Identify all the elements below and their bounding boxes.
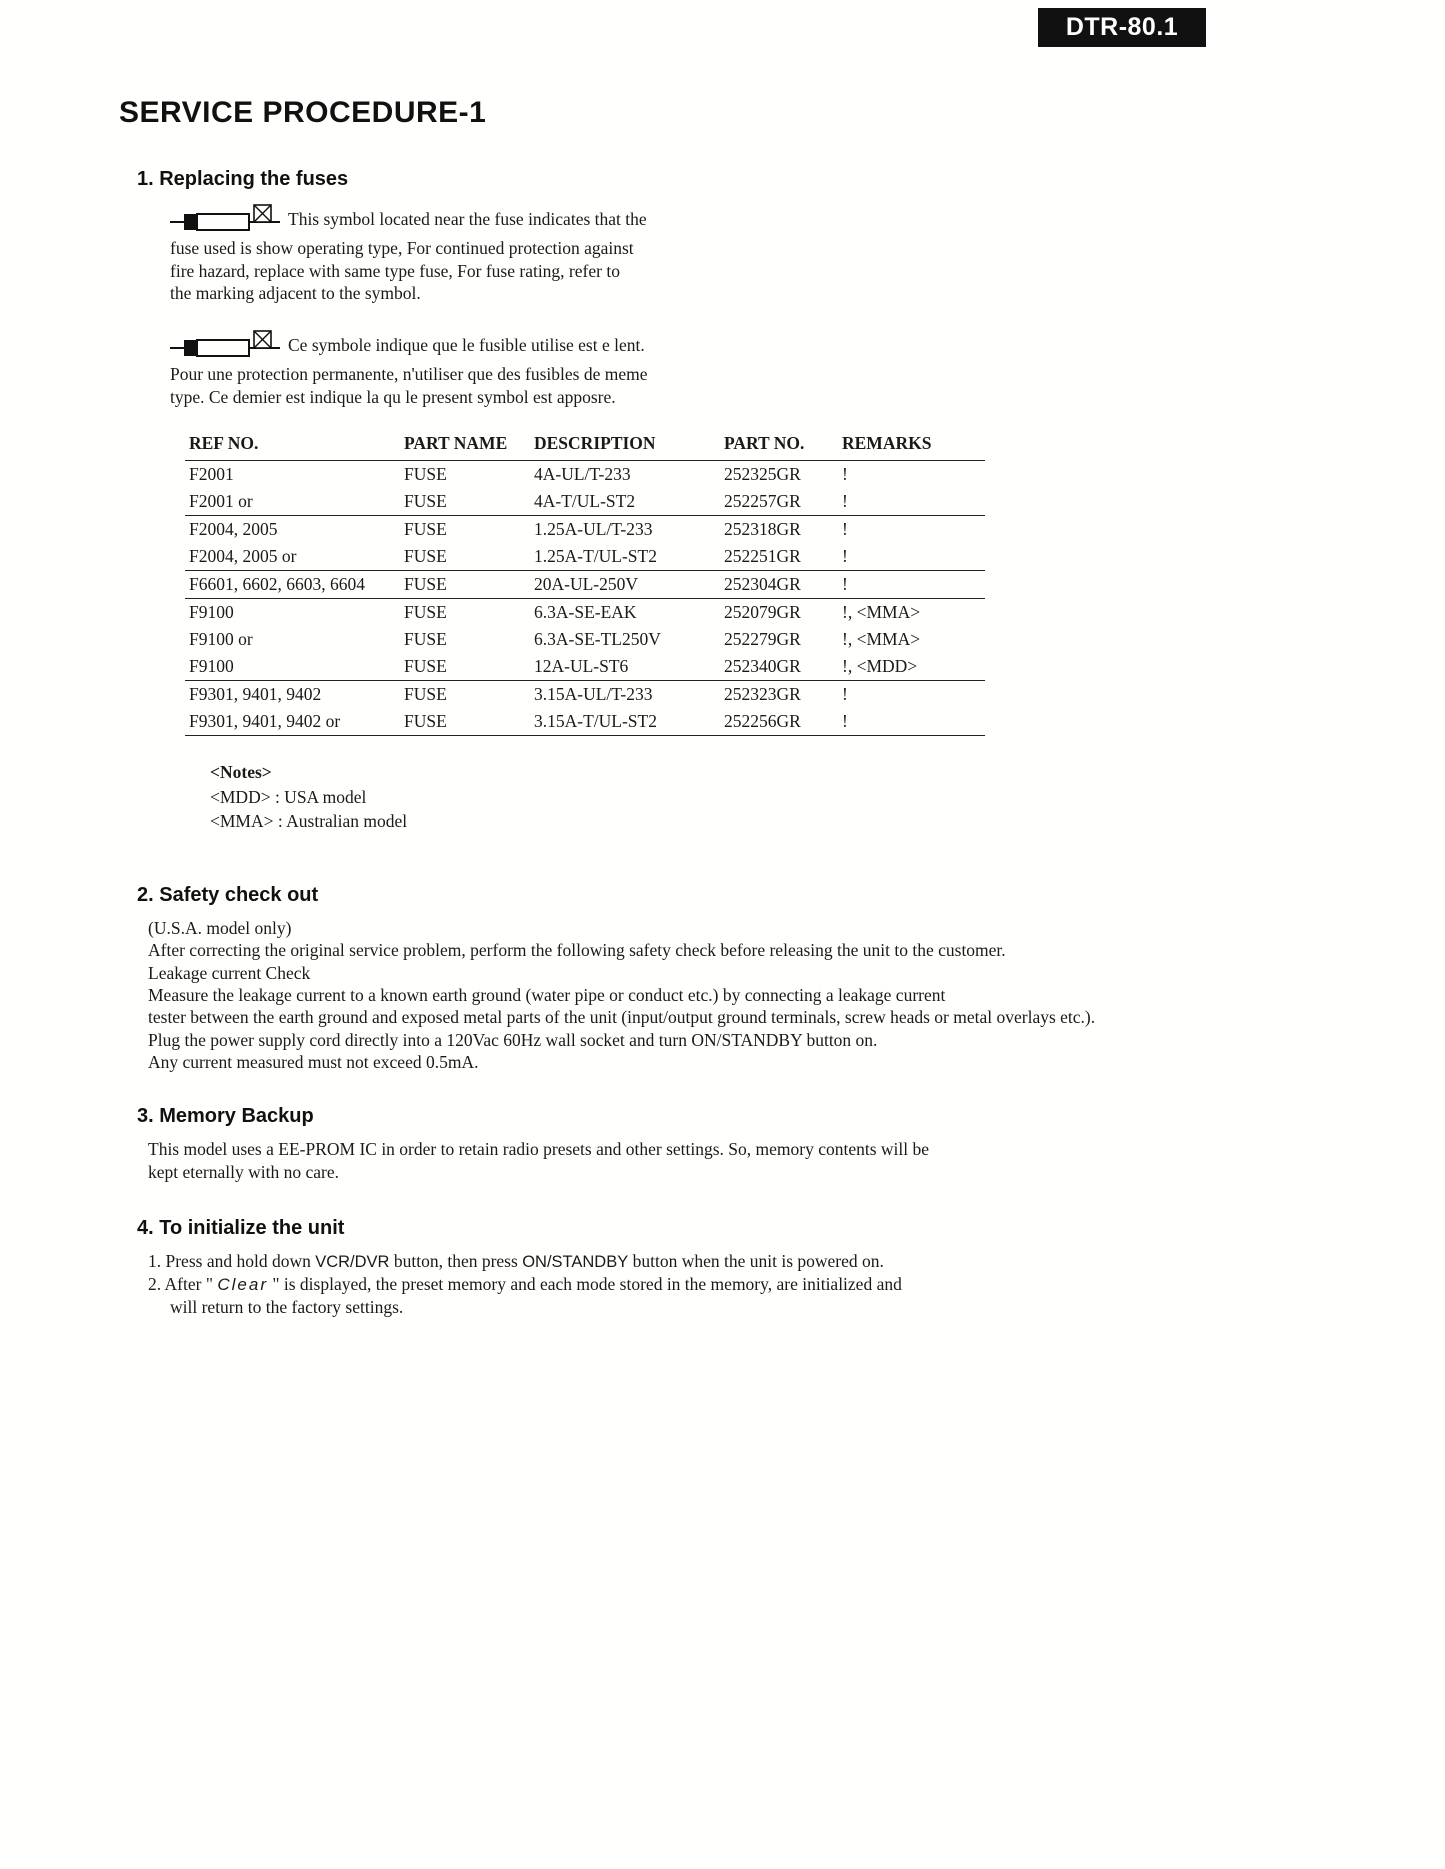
paragraph-line: fuse used is show operating type, For continued protection against (170, 237, 634, 258)
cell-desc: 20A-UL-250V (530, 571, 720, 599)
cell-part: 252304GR (720, 571, 838, 599)
cell-desc: 1.25A-T/UL-ST2 (530, 543, 720, 571)
cell-remarks: ! (842, 519, 848, 540)
note-line: <MMA> : Australian model (210, 811, 408, 832)
column-header-part-no: PART NO. (720, 430, 838, 461)
cell-name: FUSE (404, 464, 447, 485)
section2-heading: 2. Safety check out (137, 883, 319, 906)
section-safety-check-out (137, 884, 1317, 1074)
section3-heading: 3. Memory Backup (137, 1105, 314, 1128)
cell-part: 252325GR (724, 464, 801, 485)
body-line: After correcting the original service problem, perform the following safety check before releasing the unit to the customer. (148, 940, 1006, 961)
body-line: Plug the power supply cord directly into a 120Vac 60Hz wall socket and turn ON/STANDBY button on. (148, 1029, 878, 1050)
body-line: kept eternally with no care. (148, 1161, 339, 1182)
init-step-1 (148, 1250, 1317, 1273)
display-text-clear: Clear (217, 1275, 268, 1295)
paragraph-line: Ce symbole indique que le fusible utilise est e lent. (288, 335, 645, 355)
init-step-2 (148, 1273, 1317, 1296)
cell-name: FUSE (404, 602, 447, 623)
cell-part: 252257GR (720, 488, 838, 516)
cell-desc: 3.15A-UL/T-233 (534, 684, 653, 705)
cell-ref: F2001 (189, 464, 234, 485)
notes-block (210, 760, 1317, 834)
section-initialize-unit (137, 1217, 1317, 1318)
cell-ref: F9100 (185, 653, 400, 681)
cell-ref: F9100 (189, 602, 234, 623)
cell-ref: F9100 or (189, 629, 253, 650)
paragraph-line: the marking adjacent to the symbol. (170, 283, 421, 304)
body-text: 1. Press and hold down (148, 1251, 316, 1272)
cell-ref: F9301, 9401, 9402 or (185, 708, 400, 736)
table-row (185, 708, 985, 736)
model-badge: DTR-80.1 (1038, 8, 1206, 47)
cell-part: 252340GR (720, 653, 838, 681)
body-text: " is displayed, the preset memory and each mode stored in the memory, are initialized and (267, 1274, 902, 1295)
body-line: (U.S.A. model only) (148, 917, 292, 938)
note-line: <MDD> : USA model (210, 786, 367, 807)
cell-desc: 12A-UL-ST6 (530, 653, 720, 681)
notes-title: <Notes> (210, 762, 272, 783)
section3-body (148, 1138, 1317, 1183)
cell-desc: 6.3A-SE-EAK (534, 602, 637, 623)
table-row (185, 571, 985, 599)
cell-part: 252323GR (724, 684, 801, 705)
cell-part: 252256GR (720, 708, 838, 736)
table-row (185, 626, 985, 653)
cell-name: FUSE (404, 629, 447, 650)
fuse-parts-table (185, 430, 985, 736)
vcr-dvr-button-label: VCR/DVR (315, 1253, 390, 1272)
table-row (185, 461, 985, 489)
column-header-ref-no: REF NO. (185, 430, 400, 461)
cell-desc: 6.3A-SE-TL250V (534, 629, 661, 650)
cell-name: FUSE (400, 543, 530, 571)
cell-name: FUSE (400, 653, 530, 681)
body-line: Any current measured must not exceed 0.5mA. (148, 1052, 479, 1073)
column-header-part-name: PART NAME (400, 430, 530, 461)
cell-name: FUSE (400, 571, 530, 599)
paragraph-line: This symbol located near the fuse indicates that the (288, 209, 647, 229)
cell-name: FUSE (400, 708, 530, 736)
paragraph-line: type. Ce demier est indique la qu le present symbol est apposre. (170, 386, 616, 407)
body-text: 2. After " (148, 1274, 218, 1295)
cell-remarks: ! (838, 488, 985, 516)
section-memory-backup (137, 1105, 1317, 1183)
cell-desc: 3.15A-T/UL-ST2 (530, 708, 720, 736)
section1-heading: 1. Replacing the fuses (137, 168, 349, 190)
cell-remarks: !, <MMA> (842, 602, 921, 623)
cell-desc: 1.25A-UL/T-233 (534, 519, 653, 540)
column-header-remarks: REMARKS (838, 430, 985, 461)
paragraph-line: fire hazard, replace with same type fuse, For fuse rating, refer to (170, 260, 620, 281)
paragraph-line: Pour une protection permanente, n'utiliser que des fusibles de meme (170, 363, 648, 384)
cell-ref: F2004, 2005 or (185, 543, 400, 571)
cell-name: FUSE (400, 488, 530, 516)
cell-part: 252318GR (724, 519, 801, 540)
table-row (185, 543, 985, 571)
cell-remarks: ! (838, 543, 985, 571)
cell-remarks: !, <MMA> (842, 629, 921, 650)
table-row (185, 653, 985, 681)
slow-blow-fuse-icon (170, 327, 280, 363)
cell-name: FUSE (404, 684, 447, 705)
body-text: button, then press (389, 1251, 523, 1272)
cell-ref: F9301, 9401, 9402 (189, 684, 322, 705)
on-standby-button-label: ON/STANDBY (522, 1253, 629, 1272)
table-header-row (185, 430, 985, 461)
cell-remarks: ! (842, 684, 848, 705)
cell-desc: 4A-UL/T-233 (534, 464, 631, 485)
cell-part: 252079GR (724, 602, 801, 623)
section4-body (148, 1250, 1317, 1318)
body-line: Measure the leakage current to a known earth ground (water pipe or conduct etc.) by connecting a leakage current (148, 984, 946, 1005)
section-replacing-fuses (137, 168, 1317, 834)
cell-part: 252251GR (720, 543, 838, 571)
cell-ref: F6601, 6602, 6603, 6604 (185, 571, 400, 599)
table-row (185, 599, 985, 627)
body-text: button when the unit is powered on. (628, 1251, 884, 1272)
cell-ref: F2001 or (185, 488, 400, 516)
cell-remarks: ! (838, 571, 985, 599)
table-row (185, 681, 985, 709)
cell-desc: 4A-T/UL-ST2 (530, 488, 720, 516)
section2-body (148, 917, 1317, 1074)
cell-ref: F2004, 2005 (189, 519, 278, 540)
cell-name: FUSE (404, 519, 447, 540)
cell-remarks: !, <MDD> (838, 653, 985, 681)
body-line: Leakage current Check (148, 962, 311, 983)
table-row (185, 488, 985, 516)
fuse-paragraph-english (170, 201, 675, 305)
section4-heading: 4. To initialize the unit (137, 1217, 345, 1240)
body-line: This model uses a EE-PROM IC in order to retain radio presets and other settings. So, memory contents will be (148, 1139, 930, 1160)
column-header-description: DESCRIPTION (530, 430, 720, 461)
cell-part: 252279GR (724, 629, 801, 650)
page-title: SERVICE PROCEDURE-1 (119, 96, 487, 129)
slow-blow-fuse-icon (170, 201, 280, 237)
cell-remarks: ! (838, 708, 985, 736)
table-row (185, 516, 985, 544)
fuse-paragraph-french (170, 327, 675, 408)
init-step-2-continued: will return to the factory settings. (170, 1297, 404, 1318)
page-content (137, 168, 1317, 1319)
body-line: tester between the earth ground and exposed metal parts of the unit (input/output ground terminals, screw heads or metal overlays etc.). (148, 1007, 1096, 1028)
cell-remarks: ! (842, 464, 848, 485)
